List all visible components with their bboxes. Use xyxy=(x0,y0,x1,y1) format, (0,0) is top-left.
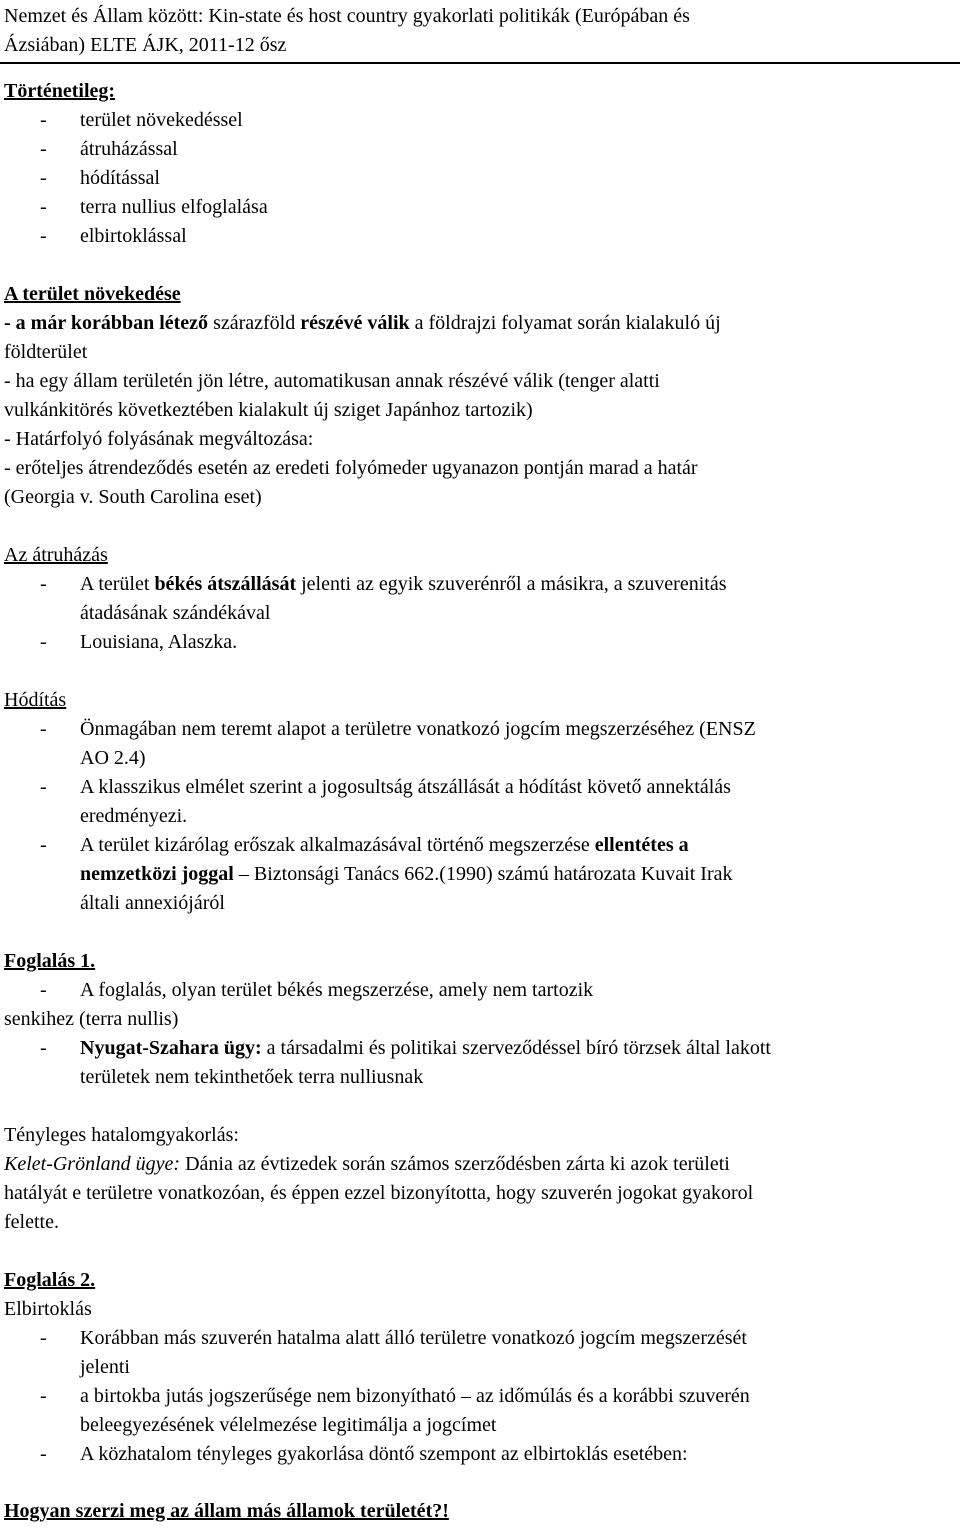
paragraph-line: földterület xyxy=(4,341,88,363)
list-item: hódítással xyxy=(80,167,160,189)
subheading-prescription: Elbirtoklás xyxy=(4,1298,92,1320)
list-item-continuation: általi annexiójáról xyxy=(80,892,225,914)
list-dash: - xyxy=(40,225,47,247)
list-item: A foglalás, olyan terület békés megszerzése, amely nem tartozik xyxy=(80,979,594,1001)
section-heading-conquest: Hódítás xyxy=(4,689,67,711)
list-item: terra nullius elfoglalása xyxy=(80,196,268,218)
header-line-1: Nemzet és Állam között: Kin-state és host country gyakorlati politikák (Európában és xyxy=(4,5,690,27)
section-heading-historical: Történetileg: xyxy=(4,80,116,102)
list-item-continuation: senkihez (terra nullis) xyxy=(4,1008,179,1030)
section-heading-effective-control: Tényleges hatalomgyakorlás: xyxy=(4,1124,239,1146)
list-item: a birtokba jutás jogszerűsége nem bizonyítható – az időmúlás és a korábbi szuverén xyxy=(80,1385,750,1407)
list-item-continuation: eredményezi. xyxy=(80,805,188,827)
paragraph-line: hatályát e területre vonatkozóan, és éppen ezzel bizonyította, hogy szuverén jogokat gyakorol xyxy=(4,1182,754,1204)
bold-text: nemzetközi joggal xyxy=(80,863,234,885)
paragraph-line: - ha egy állam területén jön létre, automatikusan annak részévé válik (tenger alatti xyxy=(4,370,660,392)
case-name: Kelet-Grönland ügye: xyxy=(4,1153,181,1175)
list-dash: - xyxy=(40,196,47,218)
paragraph-line xyxy=(4,309,721,338)
bold-text: részévé válik xyxy=(300,312,410,334)
list-dash: - xyxy=(40,167,47,189)
closing-question: Hogyan szerzi meg az állam más államok területét?! xyxy=(4,1500,449,1522)
list-dash: - xyxy=(40,718,47,740)
paragraph-line: (Georgia v. South Carolina eset) xyxy=(4,486,262,508)
text-span: szárazföld xyxy=(208,312,301,334)
header-line-2: Ázsiában) ELTE ÁJK, 2011-12 ősz xyxy=(4,34,287,56)
list-dash: - xyxy=(40,776,47,798)
list-item-continuation: AO 2.4) xyxy=(80,747,146,769)
list-item: Louisiana, Alaszka. xyxy=(80,631,238,653)
section-heading-occupation-2: Foglalás 2. xyxy=(4,1269,96,1291)
text-span: a földrajzi folyamat során kialakuló új xyxy=(409,312,721,334)
page-header xyxy=(0,0,960,64)
list-dash: - xyxy=(40,1443,47,1465)
paragraph-line: felette. xyxy=(4,1211,59,1233)
paragraph-line: vulkánkitörés következtében kialakult új sziget Japánhoz tartozik) xyxy=(4,399,533,421)
section-heading-growth: A terület növekedése xyxy=(4,283,181,305)
paragraph-line xyxy=(4,1150,730,1179)
list-dash: - xyxy=(40,573,47,595)
list-item-continuation: jelenti xyxy=(80,1356,130,1378)
text-span: – Biztonsági Tanács 662.(1990) számú határozata Kuvait Irak xyxy=(233,863,733,885)
section-heading-occupation-1: Foglalás 1. xyxy=(4,950,96,972)
list-item-continuation: átadásának szándékával xyxy=(80,602,271,624)
list-dash: - xyxy=(40,1327,47,1349)
list-dash: - xyxy=(40,109,47,131)
list-item-continuation: beleegyezésének vélelmezése legitimálja a jogcímet xyxy=(80,1414,497,1436)
bold-text: Nyugat-Szahara ügy: xyxy=(80,1037,262,1059)
bold-text: békés átszállását xyxy=(154,573,297,595)
paragraph-line: - Határfolyó folyásának megváltozása: xyxy=(4,428,314,450)
list-dash: - xyxy=(40,1385,47,1407)
list-dash: - xyxy=(40,1037,47,1059)
list-item: átruházással xyxy=(80,138,178,160)
list-item-continuation xyxy=(80,860,732,889)
list-dash: - xyxy=(40,834,47,856)
text-span: A terület xyxy=(80,573,155,595)
list-item: A klasszikus elmélet szerint a jogosultság átszállását a hódítást követő annektálás xyxy=(80,776,731,798)
text-span: Dánia az évtizedek során számos szerződésben zárta ki azok területi xyxy=(180,1153,730,1175)
list-dash: - xyxy=(40,979,47,1001)
bold-text: - a már korábban létező xyxy=(4,312,209,334)
list-item xyxy=(80,831,689,860)
list-item-continuation: területek nem tekinthetőek terra nulliusnak xyxy=(80,1066,424,1088)
paragraph-line: - erőteljes átrendeződés esetén az eredeti folyómeder ugyanazon pontján marad a határ xyxy=(4,457,698,479)
list-item xyxy=(80,570,726,599)
section-heading-transfer: Az átruházás xyxy=(4,544,108,566)
bold-text: ellentétes a xyxy=(594,834,689,856)
list-item: terület növekedéssel xyxy=(80,109,243,131)
list-item xyxy=(80,1034,771,1063)
text-span: A terület kizárólag erőszak alkalmazásával történő megszerzése xyxy=(80,834,595,856)
list-item: elbirtoklással xyxy=(80,225,187,247)
list-item: A közhatalom tényleges gyakorlása döntő szempont az elbirtoklás esetében: xyxy=(80,1443,688,1465)
list-dash: - xyxy=(40,138,47,160)
text-span: a társadalmi és politikai szerveződéssel bíró törzsek által lakott xyxy=(261,1037,771,1059)
list-dash: - xyxy=(40,631,47,653)
list-item: Korábban más szuverén hatalma alatt álló területre vonatkozó jogcím megszerzését xyxy=(80,1327,747,1349)
list-item: Önmagában nem teremt alapot a területre vonatkozó jogcím megszerzéséhez (ENSZ xyxy=(80,718,756,740)
text-span: jelenti az egyik szuverénről a másikra, a szuverenitás xyxy=(296,573,727,595)
